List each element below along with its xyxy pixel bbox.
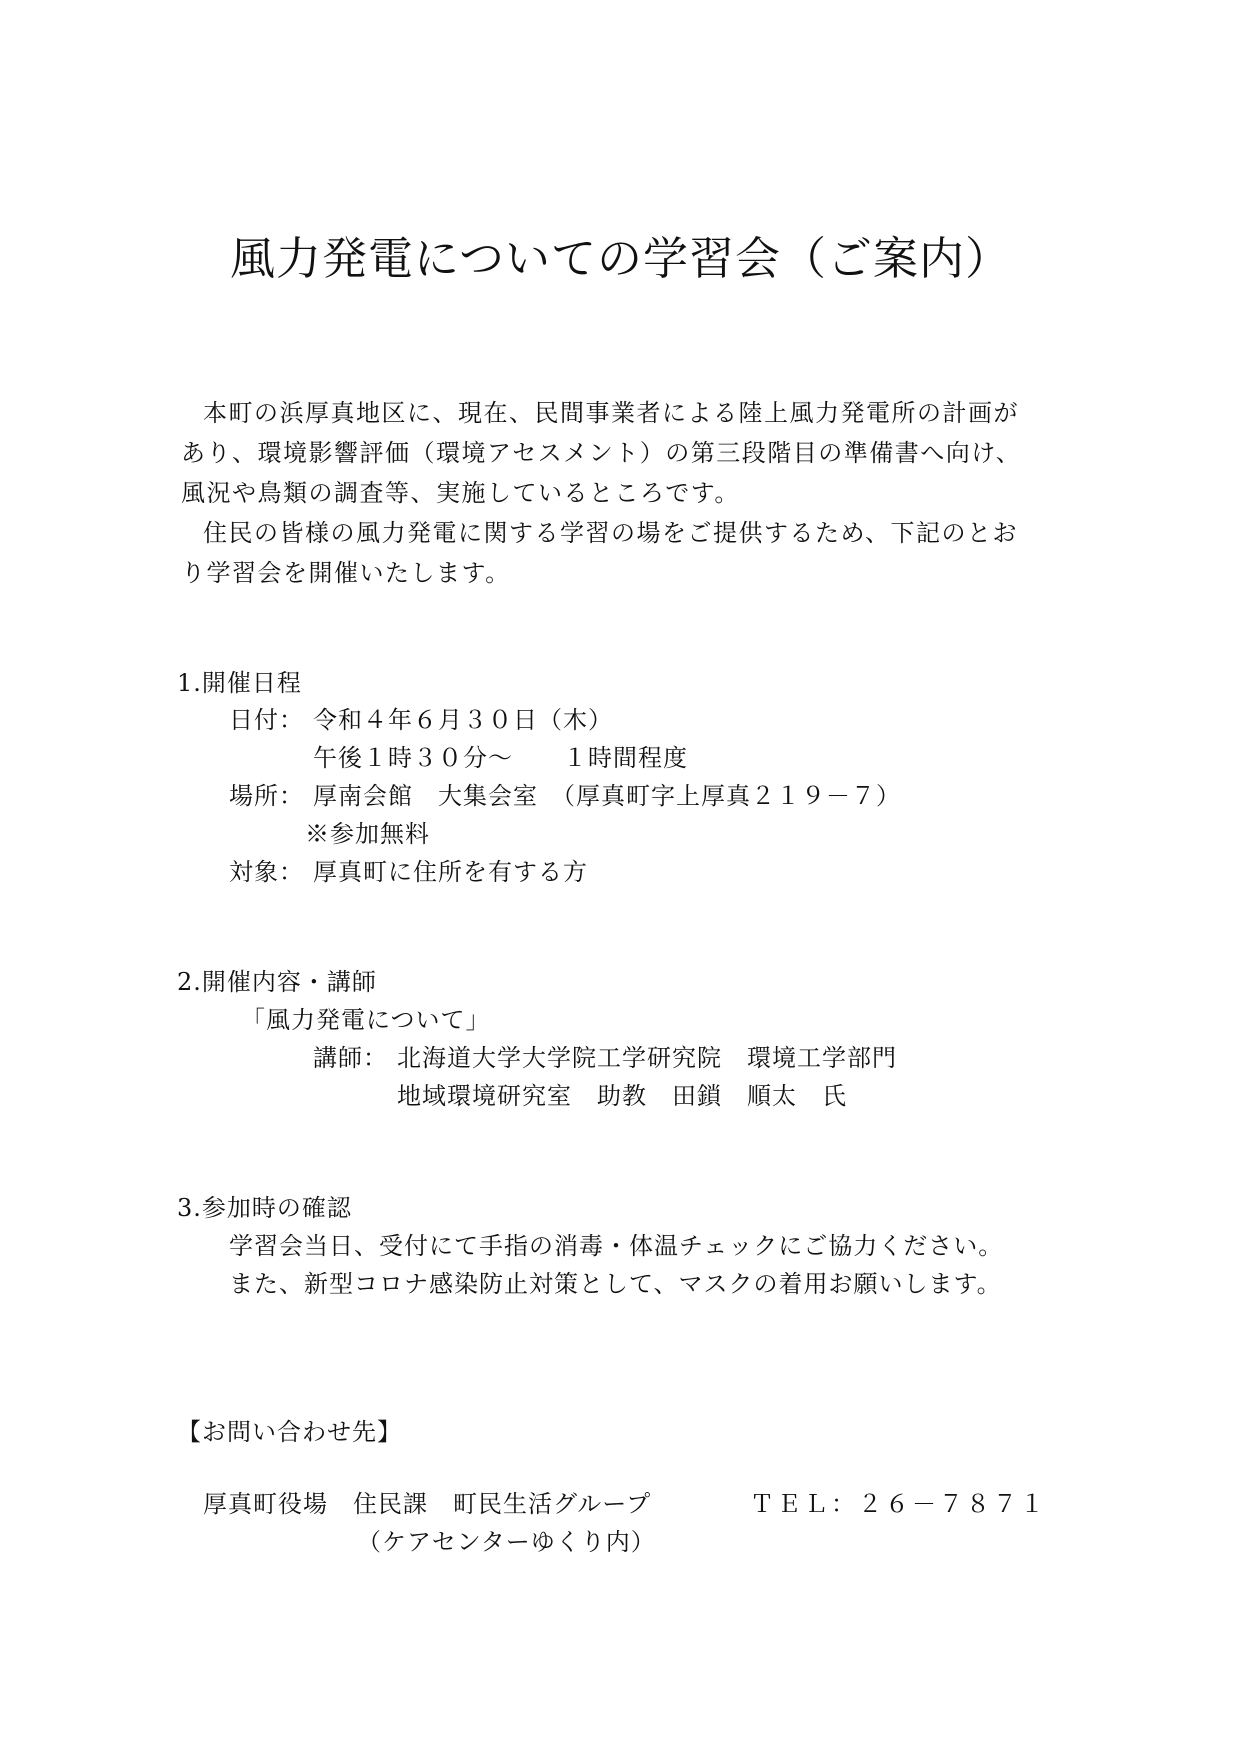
contact-heading: 【お問い合わせ先】 [177,1418,402,1446]
date-value: 令和４年６月３０日（木） [313,706,613,734]
target-label: 対象： [229,858,304,886]
section-heading-content: 2.開催内容・講師 [177,968,377,996]
section-heading-schedule: 1.開催日程 [177,669,302,697]
lecturer-affiliation: 北海道大学大学院工学研究院 環境工学部門 [397,1044,897,1072]
fee-note: ※参加無料 [305,820,430,848]
confirmation-line: 学習会当日、受付にて手指の消毒・体温チェックにご協力ください。 [229,1232,1004,1260]
lecturer-name: 地域環境研究室 助教 田鎖 順太 氏 [397,1082,847,1110]
intro-line: 本町の浜厚真地区に、現在、民間事業者による陸上風力発電所の計画が [203,399,1019,427]
lecturer-label: 講師： [313,1044,388,1072]
place-label: 場所： [229,782,304,810]
intro-line: あり、環境影響評価（環境アセスメント）の第三段階目の準備書へ向け、 [181,439,1022,467]
lecture-topic: 「風力発電について」 [241,1006,491,1034]
confirmation-line: また、新型コロナ感染防止対策として、マスクの着用お願いします。 [229,1270,1002,1298]
document-title: 風力発電についての学習会（ご案内） [229,232,1012,285]
time-value: 午後１時３０分～ １時間程度 [313,744,688,772]
intro-line: 風況や鳥類の調査等、実施しているところです。 [181,479,740,507]
contact-location: （ケアセンターゆくり内） [357,1528,656,1556]
section-heading-confirmation: 3.参加時の確認 [177,1194,352,1222]
contact-telephone: ＴＥＬ：２６－７８７１ [750,1490,1047,1518]
target-value: 厚真町に住所を有する方 [313,858,588,886]
intro-line: り学習会を開催いたします。 [181,559,511,587]
intro-line: 住民の皆様の風力発電に関する学習の場をご提供するため、下記のとお [203,519,1019,547]
place-value: 厚南会館 大集会室 （厚真町字上厚真２１９－７） [313,782,901,810]
date-label: 日付： [229,706,304,734]
contact-organization: 厚真町役場 住民課 町民生活グループ [203,1490,652,1518]
